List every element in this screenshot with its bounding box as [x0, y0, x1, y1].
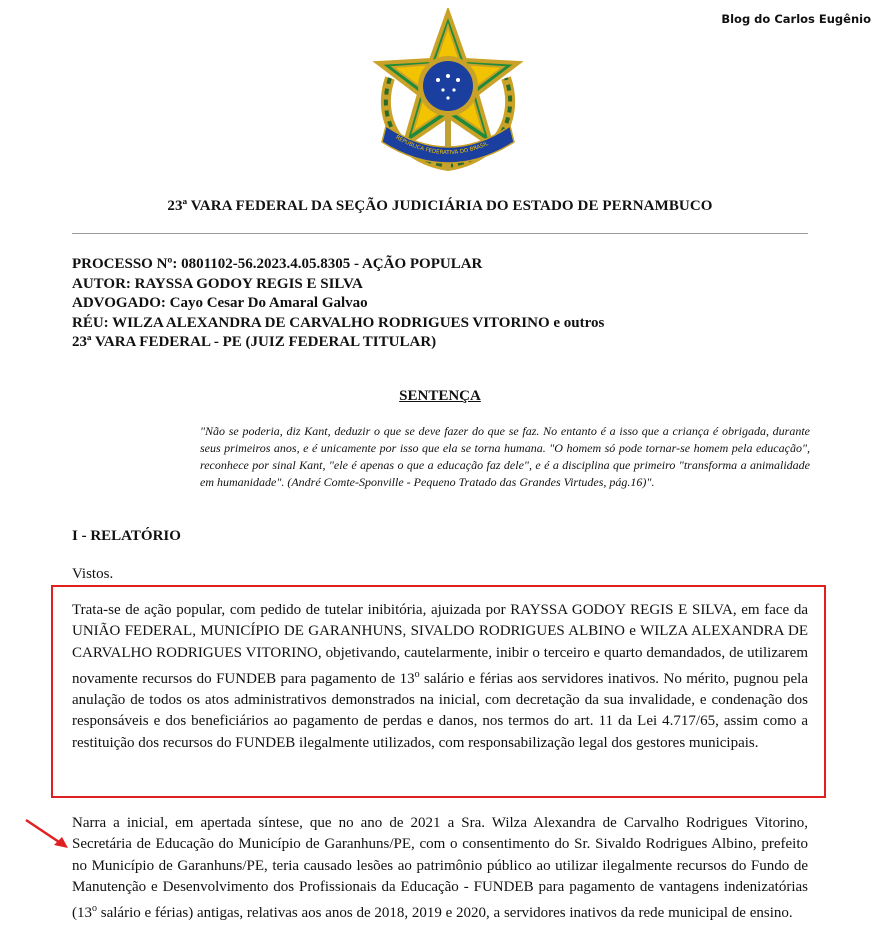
red-highlight-box — [51, 585, 826, 798]
paragraph-1-text-b: salário e férias aos servidores inativos. No mérito, pugnou pela anulação de todos os atos administrativos demonstrados na inicial, com decretação da sua invalidade, e condenação dos responsáveis e dos beneficiários ao pagamento de perdas e danos, nos termos do art. 11 da Lei 4.717/65, assim como a restituição dos recursos do FUNDEB ilegalmente utilizados, com responsabilização legal dos gestores municipais. — [72, 670, 809, 751]
blog-watermark: Blog do Carlos Eugênio — [721, 12, 871, 26]
lawyer: ADVOGADO: Cayo Cesar Do Amaral Galvao — [72, 295, 368, 311]
epigraph-quote: "Não se poderia, diz Kant, deduzir o que se deve fazer do que se faz. No entanto é a isso que a criança é obrigada, durante seus primeiros anos, e é unicamente por isso que ela se torna humana. "O homem só pode tornar-se homem pela educação", reconhece por sinal Kant, "ele é apenas o que a educação faz dele", e é a disciplina que primeiro "transforma a animalidade em humanidade". (André Comte-Sponville - Pequeno Tratado das Grandes Virtudes, pág.16)". — [200, 424, 810, 489]
coat-of-arms-seal — [368, 8, 528, 178]
paragraph-1-text-a: Trata-se de ação popular, com pedido de tutelar inibitória, ajuizada por RAYSSA GODOY REGIS E SILVA, em face da UNIÃO FEDERAL, MUNICÍPIO DE GARANHUNS, SIVALDO RODRIGUES ALBINO e WILZA ALEXANDRA DE CARVALHO RODRIGUES VITORINO, objetivando, cautelarmente, inibir o terceiro e quarto demandados, de utilizarem novamente recursos do FUNDEB para pagamento de 13 — [72, 602, 808, 687]
section-heading-relatorio: I - RELATÓRIO — [72, 528, 181, 544]
header-divider — [72, 233, 808, 234]
defendant: RÉU: WILZA ALEXANDRA DE CARVALHO RODRIGUES VITORINO e outros — [72, 314, 605, 331]
process-number: PROCESSO Nº: 0801102-56.2023.4.05.8305 - AÇÃO POPULAR — [72, 256, 483, 272]
paragraph-2-text-b: salário e férias) antigas, relativas aos anos de 2018, 2019 e 2020, a servidores inativos da rede municipal de ensino. — [97, 905, 793, 922]
case-header — [72, 255, 812, 353]
document-title: SENTENÇA — [399, 388, 481, 404]
paragraph-2-sup: o — [92, 903, 97, 915]
author: AUTOR: RAYSSA GODOY REGIS E SILVA — [72, 275, 363, 292]
paragraph-2 — [72, 813, 808, 924]
paragraph-1-sup: o — [414, 668, 420, 680]
red-arrow-annotation — [24, 818, 70, 850]
seal-ribbon-text: REPÚBLICA FEDERATIVA DO BRASIL — [394, 134, 490, 157]
court-name: 23ª VARA FEDERAL DA SEÇÃO JUDICIÁRIA DO ESTADO DE PERNAMBUCO — [167, 198, 713, 214]
paragraph-2-text-a: Narra a inicial, em apertada síntese, que no ano de 2021 a Sra. Wilza Alexandra de Carvalho Rodrigues Vitorino, Secretária de Educação do Município de Garanhuns/PE, com o consentimento do Sr. Sivaldo Rodrigues Albino, prefeito no Município de Garanhuns/PE, teria causado lesões ao patrimônio público ao utilizar ilegalmente recursos do Fundo de Manutenção e Desenvolvimento dos Profissionais da Educação - FUNDEB para pagamento de vantagens indenizatórias (13 — [72, 815, 808, 922]
court-judge: 23ª VARA FEDERAL - PE (JUIZ FEDERAL TITULAR) — [72, 334, 437, 350]
vistos-text: Vistos. — [72, 566, 114, 582]
